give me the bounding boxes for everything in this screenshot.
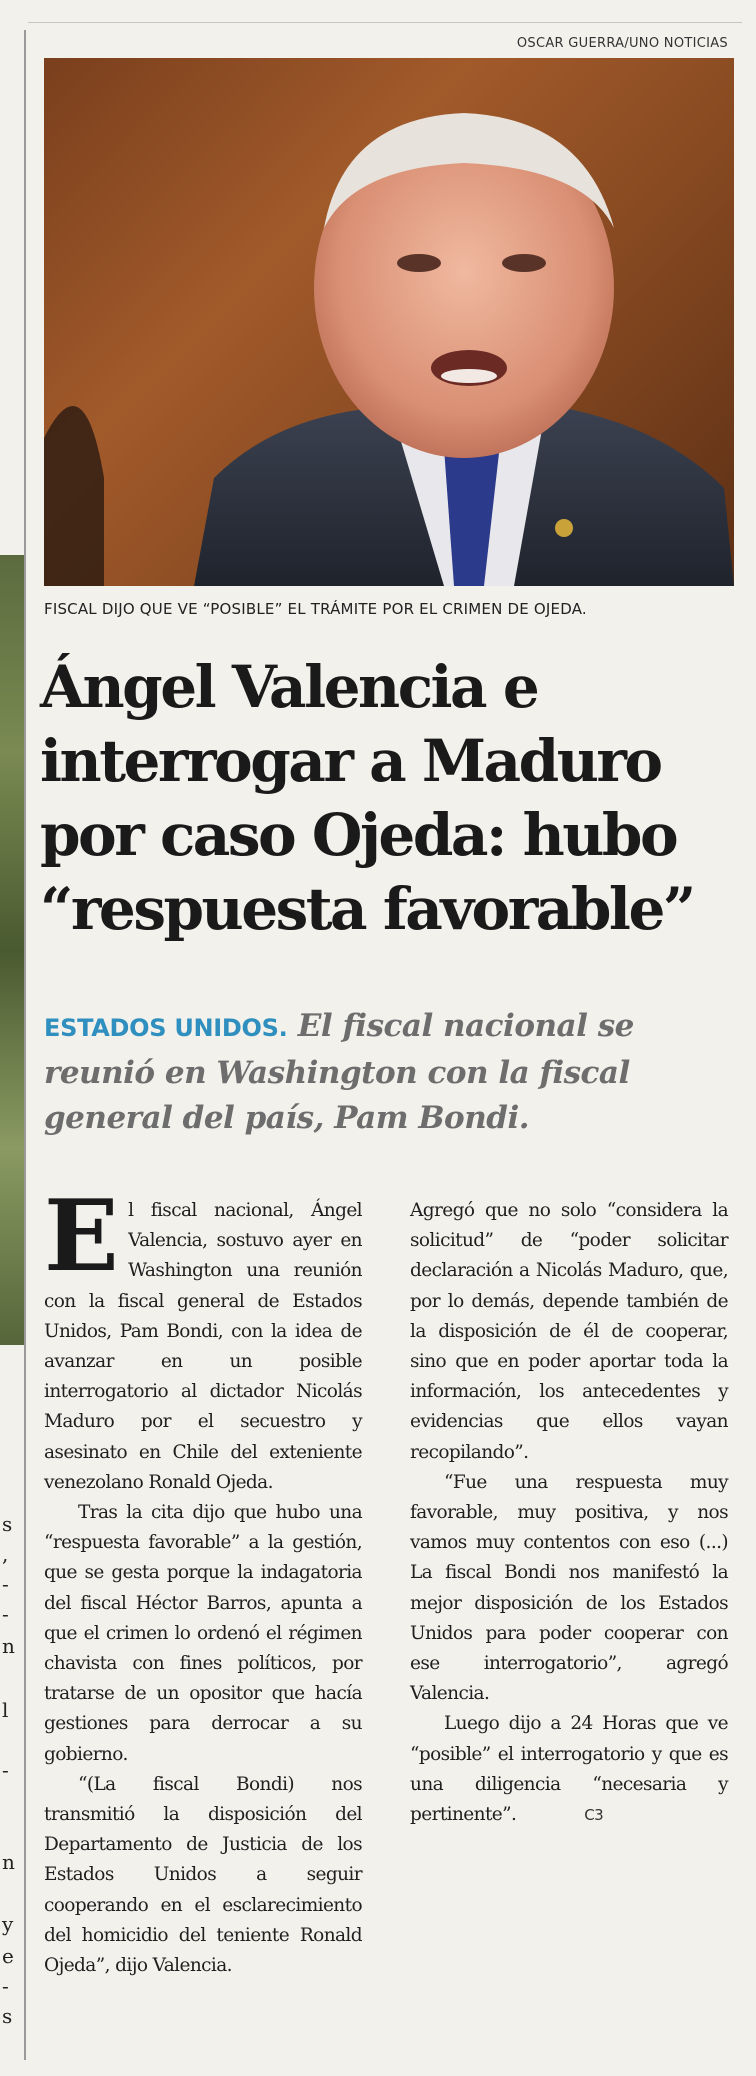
- left-fragment: -: [2, 1758, 9, 1782]
- deck-kicker: ESTADOS UNIDOS.: [44, 1014, 288, 1042]
- left-fragment: n: [2, 1850, 15, 1874]
- left-fragment: y: [2, 1912, 14, 1936]
- adjacent-article-photo-edge: [0, 555, 24, 1345]
- left-fragment: e: [2, 1944, 14, 1968]
- end-mark: C3: [584, 1806, 604, 1825]
- body-column-right: [410, 1196, 728, 1830]
- column-divider: [24, 30, 26, 2060]
- body-column-left: [44, 1179, 362, 1981]
- left-fragment: s: [2, 2004, 13, 2028]
- body-paragraph: “(La fiscal Bondi) nos transmitió la disposición del Departamento de Justicia de los Estados Unidos a seguir cooperando en el esclarecimiento del homicidio del teniente Ronald Ojeda”, dijo Valencia.: [44, 1773, 362, 1977]
- photo-caption: FISCAL DIJO QUE VE “POSIBLE” EL TRÁMITE POR EL CRIMEN DE OJEDA.: [44, 600, 587, 618]
- headline: Ángel Valencia e interrogar a Maduro por caso Ojeda: hubo “respuesta favorable”: [40, 653, 694, 943]
- body-paragraph: Agregó que no solo “considera la solicitud” de “poder solicitar declaración a Nicolás Maduro, que, por lo demás, depende también de la disposición de él de cooperar, sino que en poder aportar toda la información, los antecedentes y evidencias que ellos vayan recopilando”.: [410, 1200, 728, 1463]
- portrait-illustration: [44, 58, 734, 586]
- body-paragraph: Tras la cita dijo que hubo una “respuesta favorable” a la gestión, que se gesta porque la indagatoria del fiscal Héctor Barros, apunta a que el crimen lo ordenó el régimen chavista con fines políticos, por tratarse de un opositor que hacía gestiones para derrocar a su gobierno.: [44, 1502, 362, 1765]
- adjacent-article-strip: [0, 0, 26, 2076]
- photo-credit: OSCAR GUERRA/UNO NOTICIAS: [516, 36, 728, 51]
- body-paragraph-last: Luego dijo a 24 Horas que ve “posible” el interrogatorio y que es una diligencia “necesaria y pertinente”. C3: [410, 1709, 728, 1830]
- drop-cap: E: [44, 1179, 119, 1294]
- article-photo: [44, 58, 734, 586]
- body-paragraph: El fiscal nacional, Ángel Valencia, sostuvo ayer en Washington una reunión con la fiscal general de Estados Unidos, Pam Bondi, con la idea de avanzar en un posible interrogatorio al dictador Nicolás Maduro por el secuestro y asesinato en Chile del exteniente venezolano Ronald Ojeda.: [44, 1179, 362, 1493]
- left-fragment: -: [2, 1974, 9, 1998]
- left-fragment: n: [2, 1634, 15, 1658]
- left-fragment: -: [2, 1602, 9, 1626]
- left-fragment: -: [2, 1572, 9, 1596]
- left-fragment: ,: [2, 1542, 9, 1566]
- deck-text: El fiscal nacional se reunió en Washington con la fiscal general del país, Pam Bondi.: [44, 1008, 634, 1136]
- left-fragment: l: [2, 1698, 9, 1722]
- body-paragraph: “Fue una respuesta muy favorable, muy positiva, y nos vamos muy contentos con eso (...) La fiscal Bondi nos manifestó la mejor disposición de los Estados Unidos para poder cooperar con ese interrogatorio”, agregó Valencia.: [410, 1471, 728, 1705]
- top-rule: [28, 22, 742, 23]
- deck: [44, 1004, 734, 1141]
- left-fragment: s: [2, 1512, 13, 1536]
